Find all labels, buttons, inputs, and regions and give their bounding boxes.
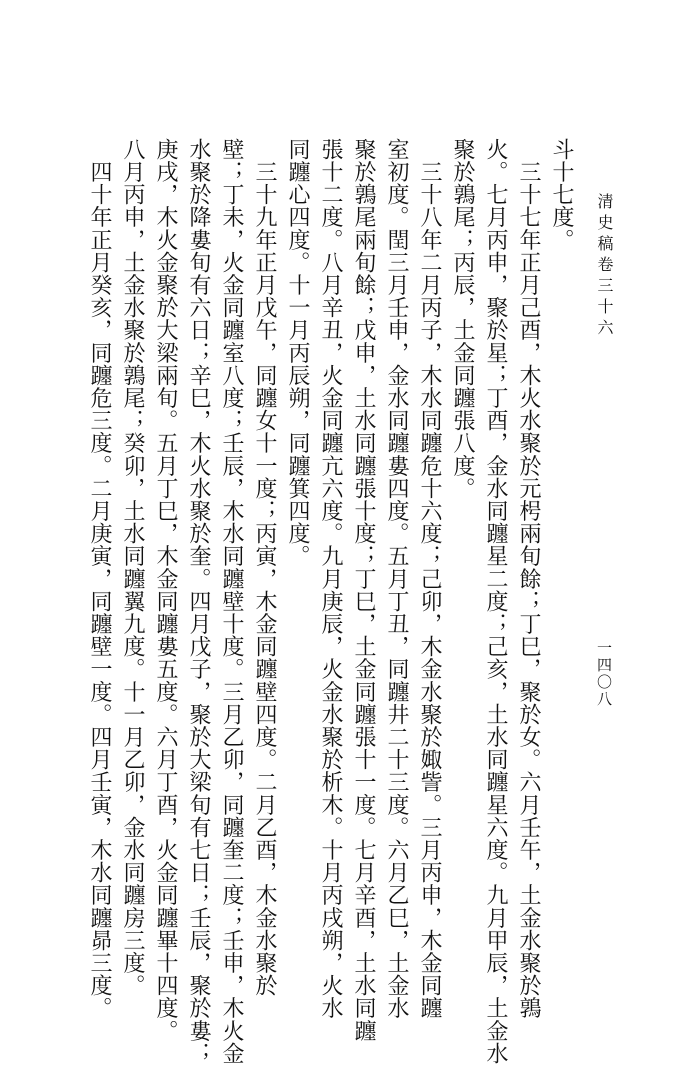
text-column-9: 同躔心四度。十一月丙辰朔，同躔箕四度。	[285, 138, 310, 568]
text-column-4: 聚於鶉尾；丙辰，土金同躔張八度。	[450, 138, 475, 500]
text-column-8: 張十二度。八月辛丑，火金同躔亢六度。九月庚辰，火金水聚於析木。十月丙戌朔，火水	[318, 138, 343, 1020]
running-title: 清史稿卷三十六	[595, 193, 614, 340]
text-column-14: 八月丙申，土金水聚於鶉尾；癸卯，土水同躔翼九度。十一月乙卯，金水同躔房三度。	[120, 138, 145, 997]
text-column-11: 壁；丁未，火金同躔室八度；壬辰，木水同躔壁十度。三月乙卯，同躔奎二度；壬申，木火金	[219, 138, 244, 1065]
text-column-3: 火。七月丙申，聚於星；丁酉，金水同躔星二度；己亥，土水同躔星六度。九月甲辰，土金水	[483, 138, 508, 1065]
text-column-13: 庚戌，木火金聚於大梁兩旬。五月丁巳，木金同躔婁五度。六月丁酉，火金同躔畢十四度。	[153, 138, 178, 1042]
text-column-10: 三十九年正月戊午，同躔女十一度；丙寅，木金同躔壁四度。二月乙酉，木金水聚於	[252, 138, 277, 997]
text-column-5: 三十八年二月丙子，木水同躔危十六度；己卯，木金水聚於娵訾。三月丙申，木金同躔	[417, 138, 442, 1020]
text-column-1: 斗十七度。	[549, 138, 574, 251]
text-column-2: 三十七年正月己酉，木火水聚於元枵兩旬餘；丁巳，聚於女。六月壬午，土金水聚於鶉	[516, 138, 541, 1020]
text-column-15: 四十年正月癸亥，同躔危三度。二月庚寅，同躔壁一度。四月壬寅，木水同躔昴三度。	[87, 138, 112, 1020]
text-column-12: 水聚於降婁旬有六日；辛巳，木火水聚於奎。四月戊子，聚於大梁旬有七日；壬辰，聚於婁；	[186, 138, 211, 1065]
text-column-7: 聚於鶉尾兩旬餘；戊申，土水同躔張十度；丁巳，土金同躔張十一度。七月辛酉，土水同躔	[351, 138, 376, 1042]
page-number: 一四〇八	[595, 640, 613, 708]
text-column-6: 室初度。閏三月壬申，金水同躔婁四度。五月丁丑，同躔井二十三度。六月乙巳，土金水	[384, 138, 409, 1020]
